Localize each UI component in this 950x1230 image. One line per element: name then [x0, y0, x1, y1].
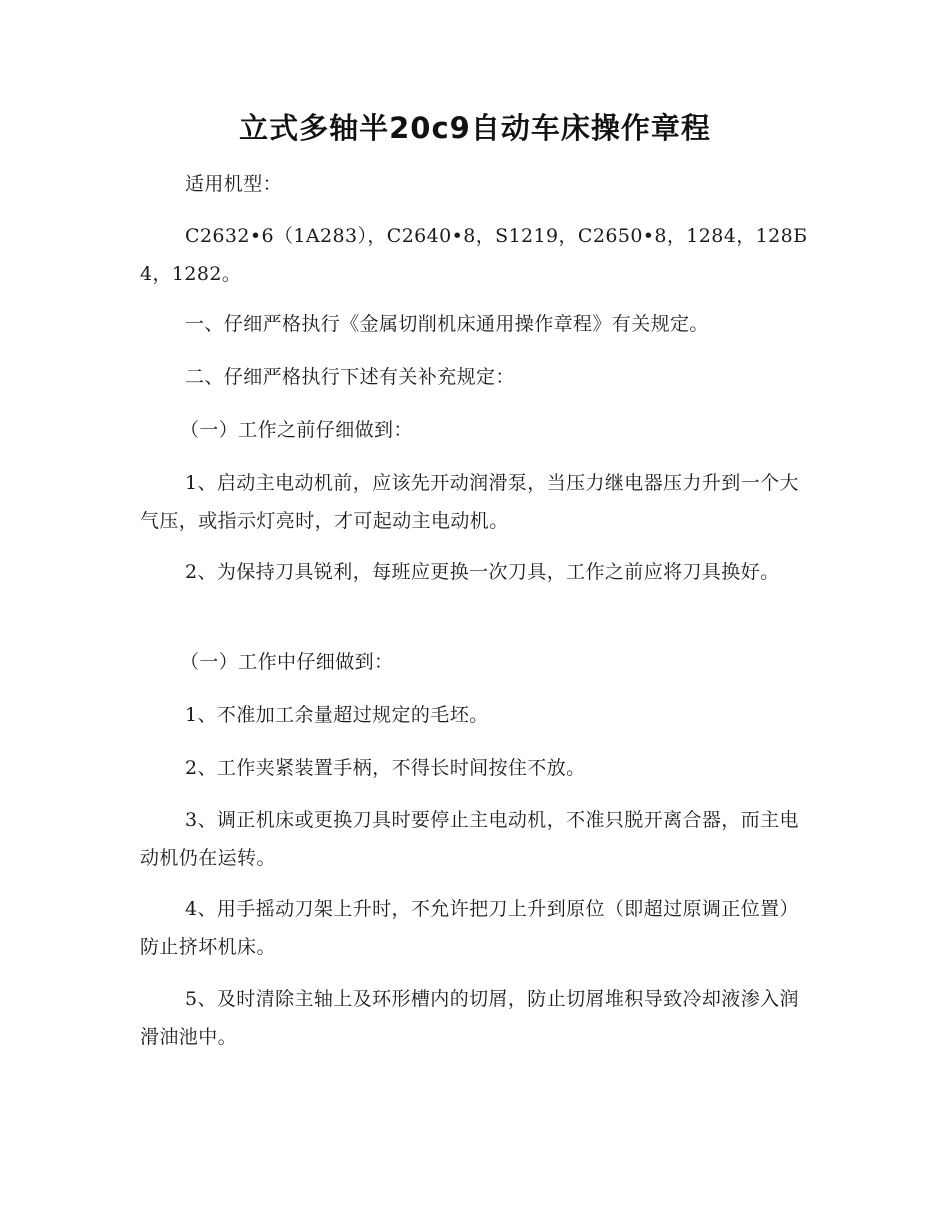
paragraph-item-2-before: 2、为保持刀具锐利，每班应更换一次刀具，工作之前应将刀具换好。	[185, 561, 780, 583]
paragraph-item-5-during: 5、及时清除主轴上及环形槽内的切屑，防止切屑堆积导致冷却液渗入润滑油池中。	[140, 988, 799, 1048]
paragraph-item-1-during: 1、不准加工余量超过规定的毛坯。	[185, 704, 489, 726]
paragraph-item-3-during: 3、调正机床或更换刀具时要停止主电动机，不准只脱开离合器，而主电动机仍在运转。	[140, 809, 799, 869]
paragraph-section-1: 一、仔细严格执行《金属切削机床通用操作章程》有关规定。	[185, 313, 709, 335]
document-title: 立式多轴半20c9自动车床操作章程	[239, 111, 711, 145]
paragraph-item-2-during: 2、工作夹紧装置手柄，不得长时间按住不放。	[185, 757, 586, 779]
paragraph-subsection-during-work: （一）工作中仔细做到：	[180, 651, 394, 673]
paragraph-applicable-models-label: 适用机型：	[185, 173, 283, 195]
paragraph-section-2: 二、仔细严格执行下述有关补充规定：	[185, 366, 515, 388]
paragraph-item-1-before: 1、启动主电动机前，应该先开动润滑泵，当压力继电器压力升到一个大气压，或指示灯亮时，才可起动主电动机。	[140, 472, 799, 532]
paragraph-subsection-before-work: （一）工作之前仔细做到：	[180, 419, 413, 441]
paragraph-model-list: C2632•6（1A283），C2640•8，S1219，C2650•8，1284，128Б4，1282。	[140, 225, 808, 285]
paragraph-item-4-during: 4、用手摇动刀架上升时，不允许把刀上升到原位（即超过原调正位置）防止挤坏机床。	[140, 898, 799, 958]
